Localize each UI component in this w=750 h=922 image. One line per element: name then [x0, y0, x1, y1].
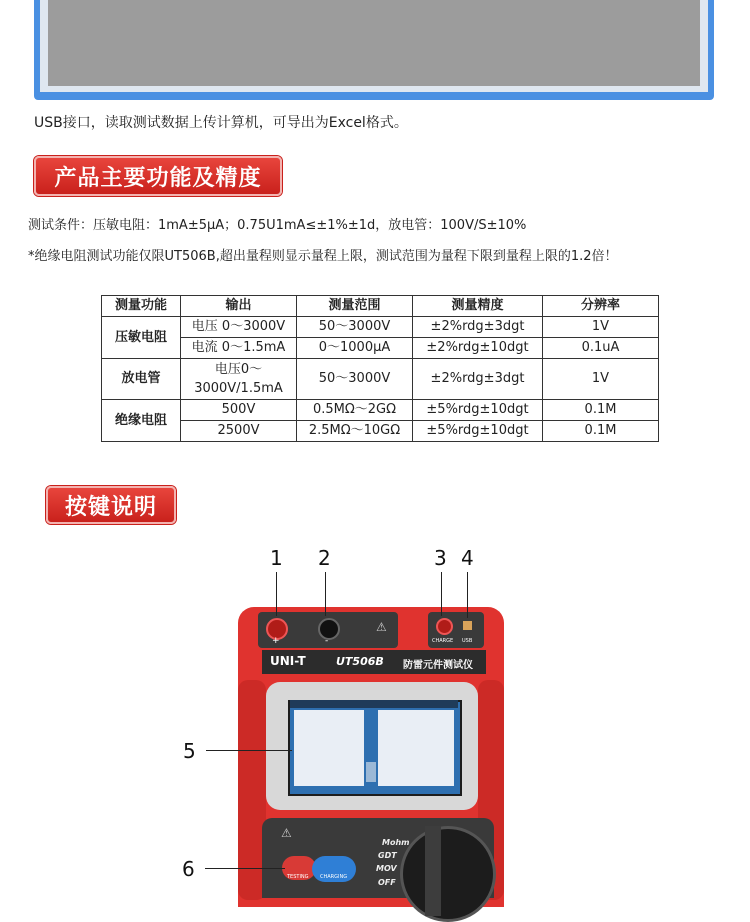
cell-accuracy: ±2%rdg±3dgt [413, 359, 543, 400]
callout-3: 3 [434, 546, 447, 570]
cell-resolution: 0.1M [543, 400, 659, 421]
cell-accuracy: ±2%rdg±3dgt [413, 317, 543, 338]
cell-output: 电流 0～1.5mA [181, 338, 297, 359]
test-conditions: 测试条件：压敏电阻：1mA±5μA；0.75U1mA≤±1%±1d，放电管：100V/S±10% [28, 218, 527, 233]
cell-range: 2.5MΩ～10GΩ [297, 421, 413, 442]
positive-jack-label: + [272, 636, 280, 646]
cell-output: 电压 0～3000V [181, 317, 297, 338]
intro-line: USB接口，读取测试数据上传计算机，可导出为Excel格式。 [34, 115, 408, 131]
cell-range: 0.5MΩ～2GΩ [297, 400, 413, 421]
callout-1-line [276, 572, 277, 616]
cell-output: 2500V [181, 421, 297, 442]
cell-resolution: 1V [543, 317, 659, 338]
table-row [102, 400, 659, 421]
cell-resolution: 1V [543, 359, 659, 400]
table-row [102, 359, 659, 400]
cell-output-line2: 3000V/1.5mA [194, 381, 283, 396]
callout-2-line [325, 572, 326, 616]
lcd-status-bar [290, 700, 458, 708]
callout-3-line [441, 572, 442, 616]
lcd-left-panel [294, 710, 364, 786]
group-gdt: 放电管 [102, 359, 181, 400]
warning-icon: ⚠ [281, 826, 292, 840]
dial-label-off: OFF [378, 878, 396, 887]
group-varistor: 压敏电阻 [102, 317, 181, 359]
dial-label-mov: MOV [376, 864, 397, 873]
cell-output: 500V [181, 400, 297, 421]
lcd-scroll-indicator [366, 762, 376, 782]
table-row [102, 338, 659, 359]
table-row [102, 421, 659, 442]
product-name-label: 防雷元件测试仪 [403, 660, 473, 671]
charge-jack-label: CHARGE [432, 638, 454, 644]
callout-5: 5 [183, 739, 196, 763]
charge-jack[interactable] [436, 618, 453, 635]
header-function: 测量功能 [102, 296, 181, 317]
header-output: 输出 [181, 296, 297, 317]
callout-4: 4 [461, 546, 474, 570]
note-line: *绝缘电阻测试功能仅限UT506B,超出量程则显示量程上限，测试范围为量程下限到量程上限的1.2倍！ [28, 249, 618, 264]
cell-accuracy: ±5%rdg±10dgt [413, 400, 543, 421]
table-row [102, 317, 659, 338]
callout-6-line [205, 868, 285, 869]
header-range: 测量范围 [297, 296, 413, 317]
group-insulation: 绝缘电阻 [102, 400, 181, 442]
cell-accuracy: ±5%rdg±10dgt [413, 421, 543, 442]
top-screen-display [48, 0, 700, 86]
usb-port-label: USB [462, 638, 473, 644]
negative-jack[interactable] [318, 618, 340, 640]
brand-logo: UNI-T [270, 654, 306, 668]
spec-table [101, 295, 659, 442]
warning-icon: ⚠ [376, 620, 387, 634]
model-label: UT506B [336, 655, 384, 668]
dial-label-gdt: GDT [378, 851, 397, 860]
cell-accuracy: ±2%rdg±10dgt [413, 338, 543, 359]
header-accuracy: 测量精度 [413, 296, 543, 317]
lcd-right-panel [378, 710, 454, 786]
header-resolution: 分辨率 [543, 296, 659, 317]
rotary-dial-grip [425, 826, 441, 916]
dial-label-mohm: Mohm [382, 838, 410, 847]
usb-port-icon[interactable] [463, 621, 472, 630]
cell-resolution: 0.1M [543, 421, 659, 442]
charging-button-label: CHARGING [320, 874, 348, 880]
section-title-functions: 产品主要功能及精度 [34, 156, 282, 196]
table-header-row [102, 296, 659, 317]
section-title-buttons: 按键说明 [46, 486, 176, 524]
cell-range: 50～3000V [297, 317, 413, 338]
cell-range: 0～1000μA [297, 338, 413, 359]
cell-output [181, 359, 297, 400]
cell-range: 50～3000V [297, 359, 413, 400]
testing-button-label: TESTING [287, 874, 309, 880]
callout-2: 2 [318, 546, 331, 570]
rotary-dial[interactable] [400, 826, 496, 922]
negative-jack-label: - [325, 636, 329, 646]
cell-output-line1: 电压0～ [214, 362, 263, 377]
callout-6: 6 [182, 857, 195, 881]
cell-resolution: 0.1uA [543, 338, 659, 359]
callout-4-line [467, 572, 468, 618]
callout-1: 1 [270, 546, 283, 570]
callout-5-line [206, 750, 292, 751]
